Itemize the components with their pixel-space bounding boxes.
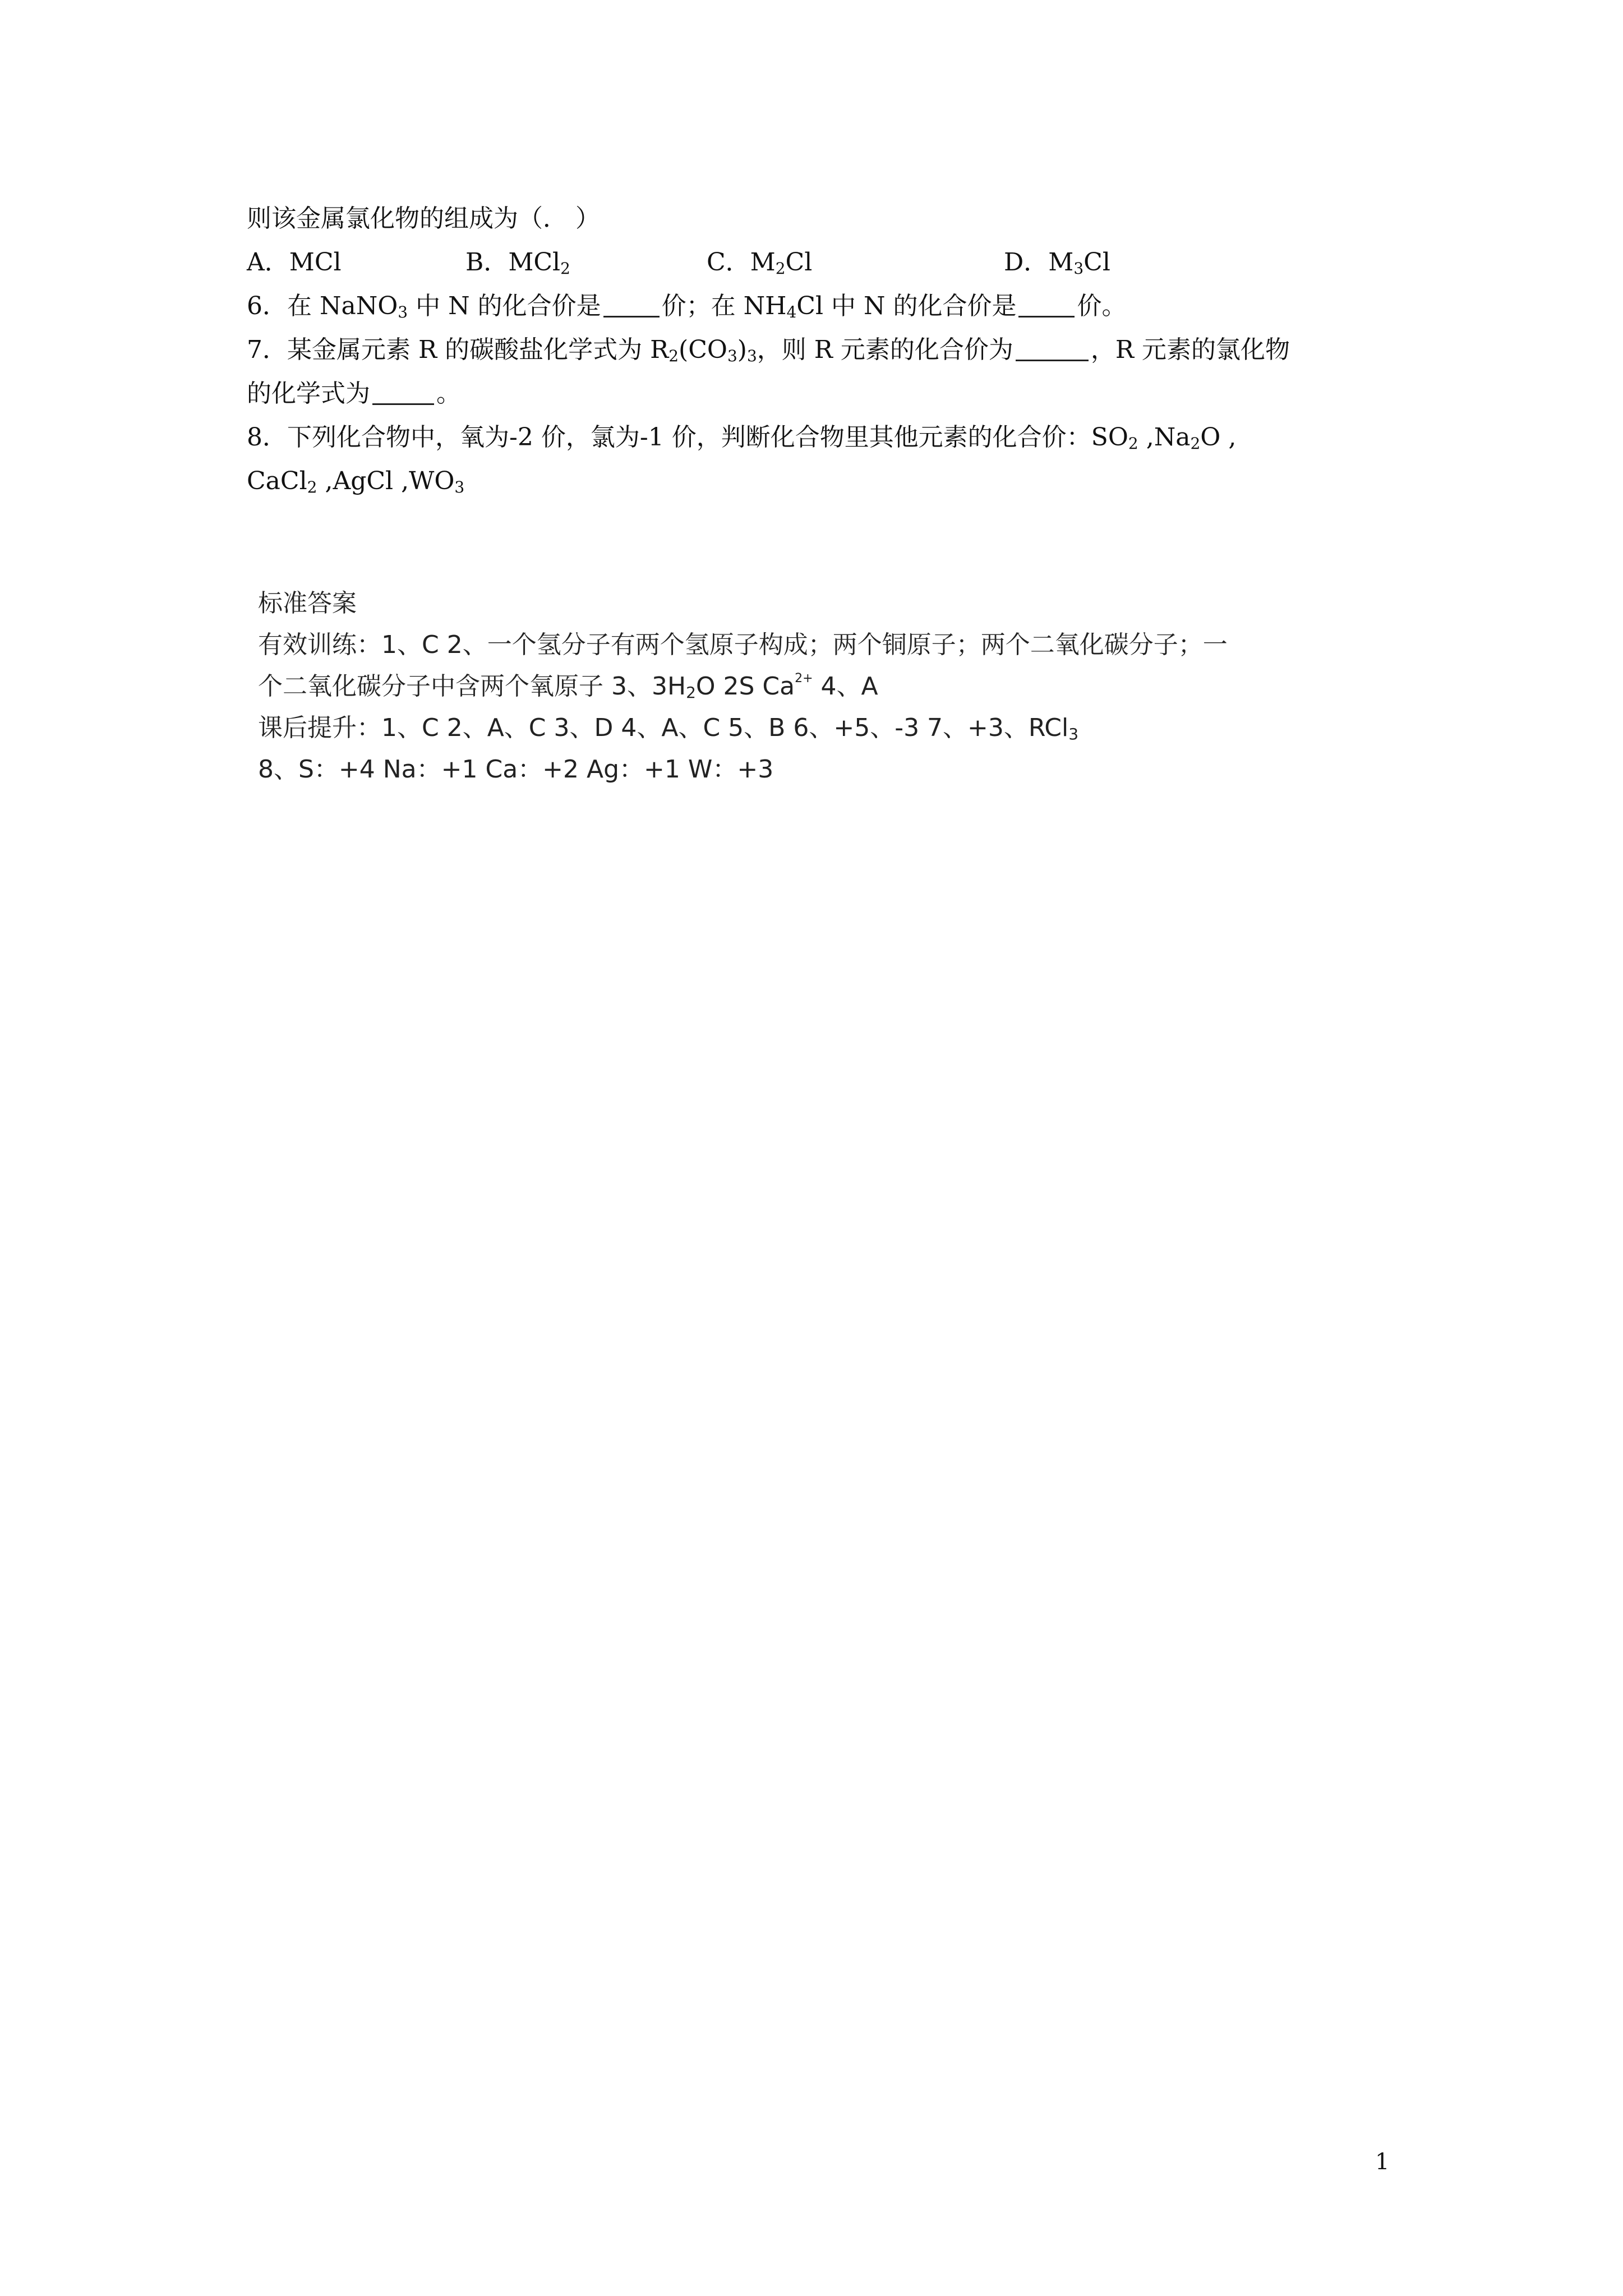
- option-b: B．MCl$_2$: [465, 248, 570, 278]
- question-8-line-1: 8．下列化合物中，氧为-2 价，氯为-1 价，判断化合物里其他元素的化合价：$SO_2$ $,Na_2O$ ,: [247, 423, 1237, 453]
- question-6: 6．在 NaNO$_3$ 中 N 的化合价是 价；在 $NH_4Cl$ 中 N 的化合价是 价。: [247, 292, 1127, 321]
- question-5-options: [247, 247, 1368, 278]
- answer-blank: [1016, 337, 1089, 361]
- question-8-line-2: CaCl$_2$ ,AgCl $,WO_3$: [247, 467, 465, 496]
- question-7-line-1: 7．某金属元素 R 的碳酸盐化学式为 $R_2(CO_3)_3$，则 R 元素的化合价为 ，R 元素的氯化物: [247, 335, 1290, 365]
- option-c: C．$M_2Cl$: [707, 248, 813, 278]
- answers-heading: 标准答案: [258, 589, 357, 618]
- question-5-stem-text: 则该金属氯化物的组成为（． ）: [247, 204, 600, 233]
- option-a: A．MCl: [247, 248, 342, 277]
- answer-blank: [372, 381, 434, 405]
- option-d: D．$M_3Cl$: [1004, 248, 1110, 278]
- answers-line-4: 8、S：+4 Na：+1 Ca：+2 Ag：+1 W：+3: [258, 755, 774, 784]
- answer-blank: [1018, 293, 1075, 318]
- question-5-stem: [247, 203, 600, 234]
- answers-line-1: 有效训练：1、C 2、一个氢分子有两个氢原子构成；两个铜原子；两个二氧化碳分子；一: [258, 631, 1228, 659]
- question-7-line-2: 的化学式为 。: [247, 379, 461, 408]
- page-number: 1: [1375, 2149, 1390, 2175]
- answers-line-2: 个二氧化碳分子中含两个氧原子 3、$3H_2O$ 2S $Ca^{2+}$ 4、A: [258, 671, 878, 702]
- answer-blank: [603, 293, 660, 318]
- answers-line-3: 课后提升：1、C 2、A、C 3、D 4、A、C 5、B 6、+5、-3 7、+3、RCl$_3$: [258, 714, 1079, 743]
